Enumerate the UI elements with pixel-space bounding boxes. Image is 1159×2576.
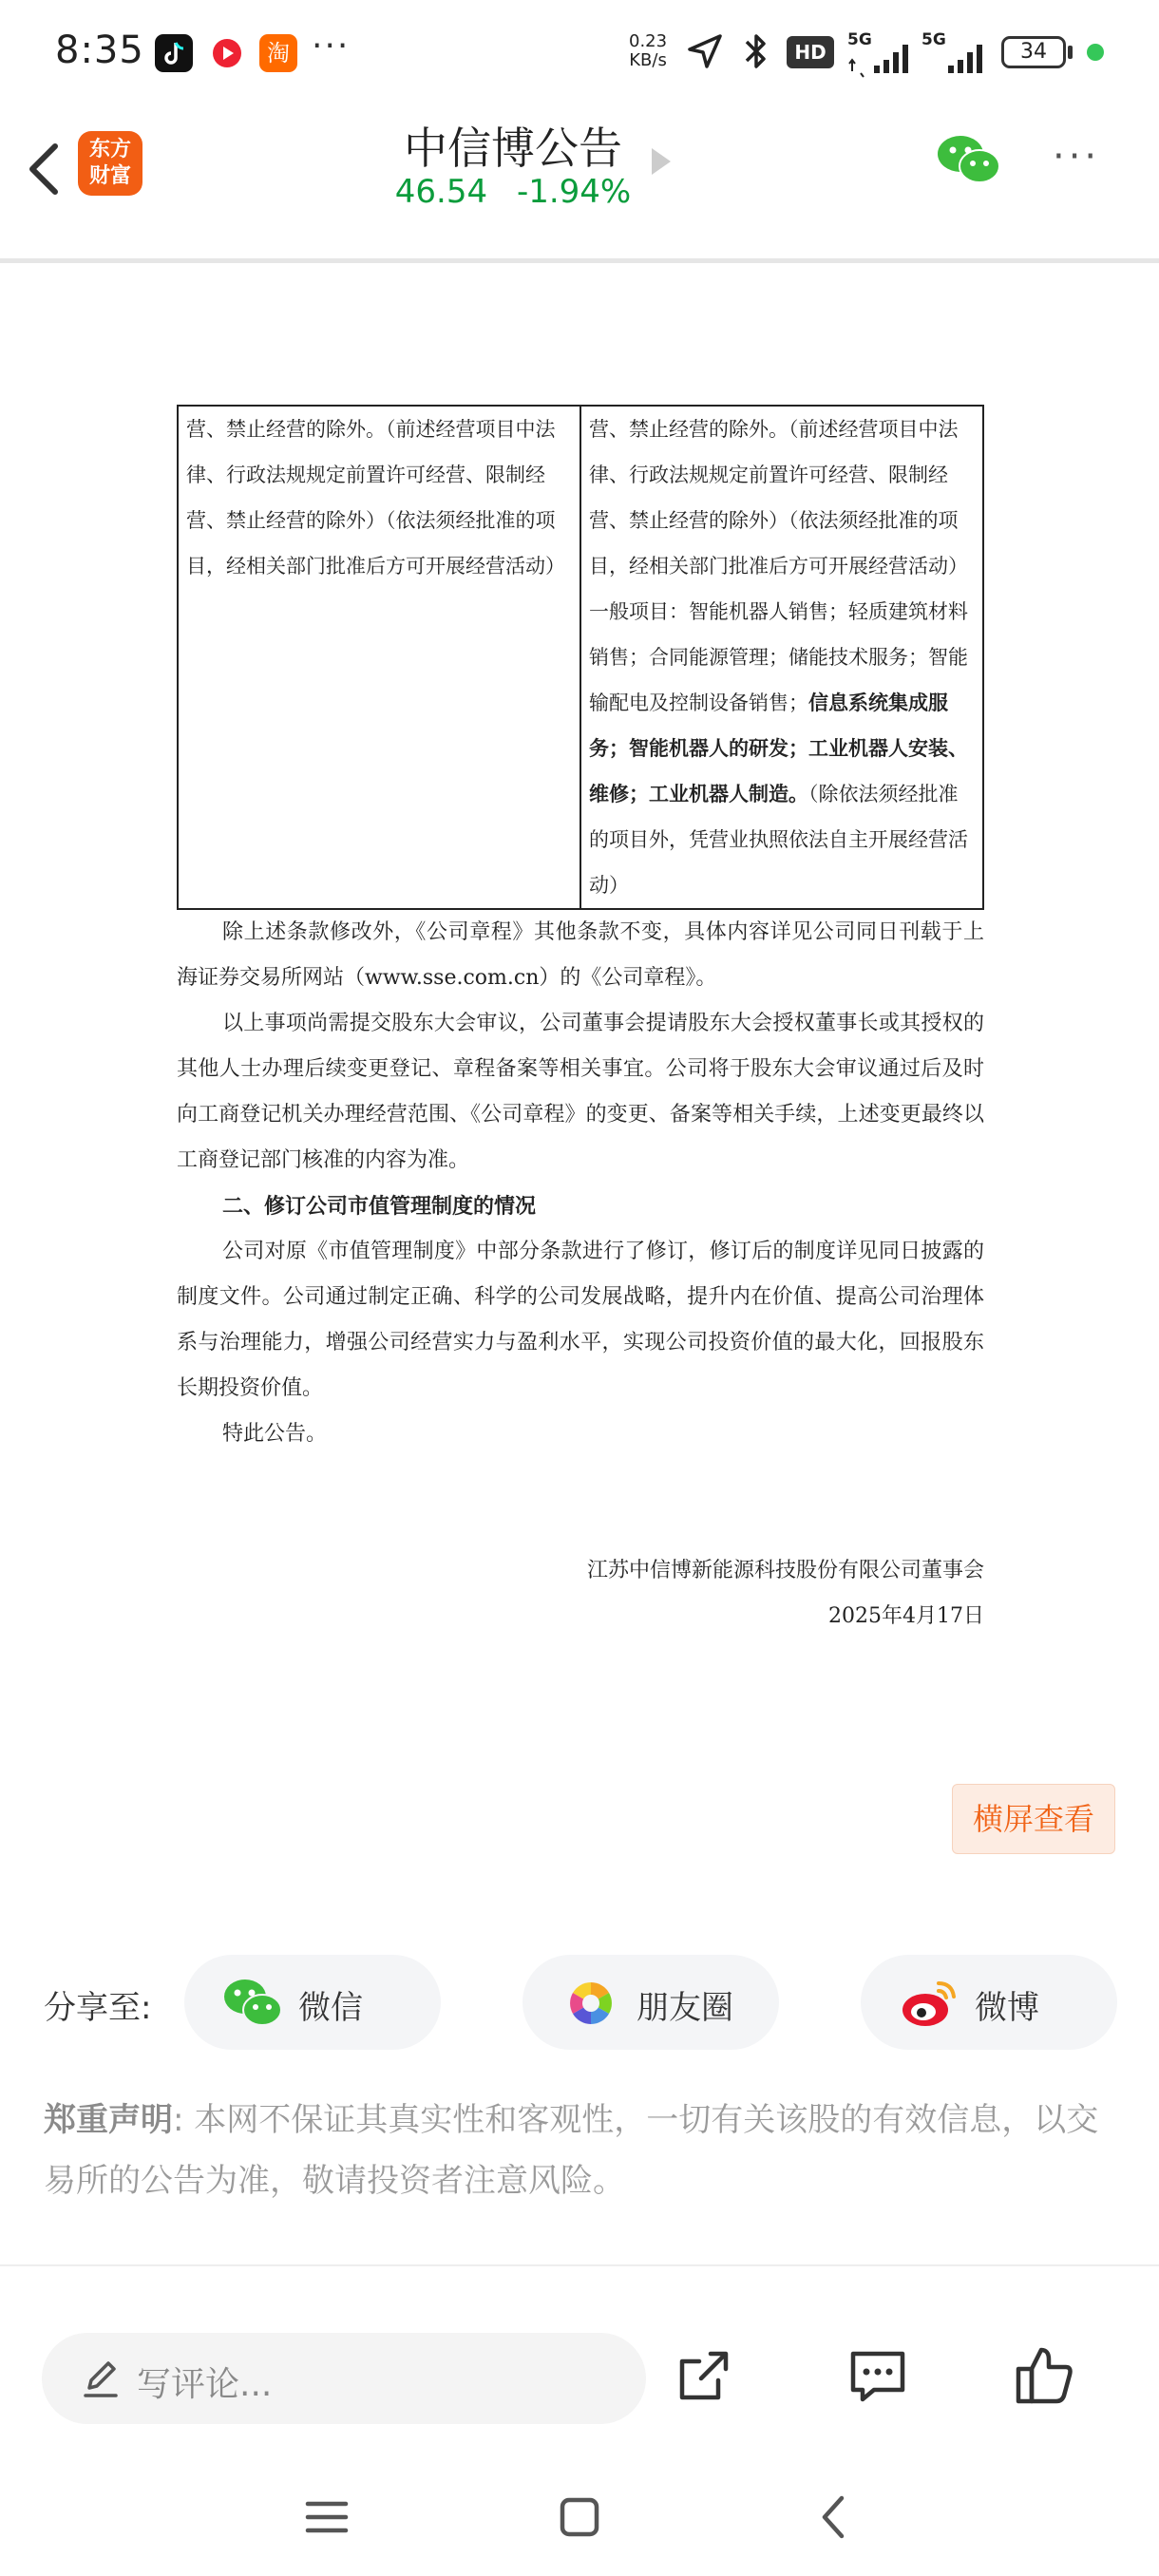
content-divider (0, 2264, 1159, 2266)
paragraph: 除上述条款修改外，《公司章程》其他条款不变，具体内容详见公司同日刊载于上海证券交易所网站（www.sse.com.cn）的《公司章程》。 (177, 920, 984, 990)
page-title: 中信博公告 (404, 123, 622, 174)
stock-price: 46.54 (394, 173, 488, 211)
status-bar (0, 0, 1159, 104)
bluetooth-icon (737, 30, 775, 72)
eastmoney-logo: 东方 财富 (78, 131, 142, 196)
network-speed: 0.23 KB/s (629, 31, 668, 70)
wechat-share-icon[interactable] (936, 133, 1002, 186)
pencil-icon (78, 2356, 124, 2401)
comment-input[interactable] (42, 2333, 646, 2424)
share-icon[interactable] (667, 2340, 739, 2413)
table-row (178, 406, 983, 909)
share-wechat-label: 微信 (298, 1989, 363, 2027)
stock-quote[interactable] (285, 173, 741, 211)
more-notifications-icon: ··· (312, 27, 351, 66)
back-nav-icon[interactable] (806, 2489, 863, 2546)
comment-placeholder: 写评论... (137, 2365, 273, 2404)
paragraph: 特此公告。 (222, 1422, 328, 1446)
location-icon (684, 30, 726, 72)
status-time: 8:35 (55, 28, 144, 72)
header (0, 104, 1159, 256)
home-icon[interactable] (551, 2489, 608, 2546)
signal-icon-2 (927, 36, 988, 78)
paragraph: 以上事项尚需提交股东大会审议，公司董事会提请股东大会授权董事长或其授权的其他人士办理后续变更登记、章程备案等相关事宜。公司将于股东大会审议通过后及时向工商登记机关办理经营范围、《公司章程》的变更、备案等相关手续，上述变更最终以工商登记部门核准的内容为准。 (177, 1012, 984, 1172)
weibo-icon (899, 1976, 960, 2031)
video-app-icon (208, 34, 246, 72)
stock-change: -1.94% (516, 173, 632, 211)
battery-tip (1068, 46, 1073, 59)
share-wechat-button[interactable] (184, 1955, 441, 2050)
signer: 江苏中信博新能源科技股份有限公司董事会 (586, 1559, 984, 1582)
like-icon[interactable] (1009, 2340, 1081, 2413)
header-divider (0, 258, 1159, 263)
announcement-date: 2025年4月17日 (828, 1604, 984, 1628)
taobao-icon: 淘 (259, 34, 297, 72)
comment-icon[interactable] (842, 2340, 914, 2413)
share-moments-button[interactable] (522, 1955, 779, 2050)
landscape-view-button[interactable]: 横屏查看 (952, 1784, 1115, 1854)
share-moments-label: 朋友圈 (636, 1989, 733, 2027)
amendment-comparison-table (177, 405, 984, 910)
network-type-2: 5G (922, 30, 946, 49)
play-arrow-icon[interactable] (652, 148, 671, 175)
back-button[interactable] (17, 131, 74, 207)
wechat-icon (222, 1976, 283, 2031)
network-type-1: 5G (847, 30, 872, 49)
disclaimer-text: : 本网不保证其真实性和客观性，一切有关该股的有效信息，以交易所的公告为准，敬请投资者注意风险。 (44, 2101, 1099, 2200)
disclaimer-lead: 郑重声明 (44, 2101, 173, 2139)
system-navigation-bar (0, 2470, 1159, 2576)
section-heading: 二、修订公司市值管理制度的情况 (222, 1194, 537, 1219)
tiktok-icon (155, 34, 193, 72)
paragraph: 公司对原《市值管理制度》中部分条款进行了修订，修订后的制度详见同日披露的制度文件。公司通过制定正确、科学的公司发展战略，提升内在价值、提高公司治理体系与治理能力，增强公司经营实力与盈利水平，实现公司投资价值的最大化，回报股东长期投资价值。 (177, 1240, 984, 1400)
table-cell-before: 营、禁止经营的除外。（前述经营项目中法律、行政法规规定前置许可经营、限制经营、禁止经营的除外）（依法须经批准的项目，经相关部门批准后方可开展经营活动） (178, 406, 580, 909)
share-label: 分享至: (44, 1989, 152, 2027)
moments-icon (560, 1976, 621, 2031)
more-options-icon[interactable]: ··· (1053, 135, 1101, 179)
table-cell-after: 营、禁止经营的除外。（前述经营项目中法律、行政法规规定前置许可经营、限制经营、禁止经营的除外）（依法须经批准的项目，经相关部门批准后方可开展经营活动） 一般项目：智能机器人销售；轻质建筑材料销售；合同能源管理；储能技术服务；智能输配电及控制设备销售；信息系统集成服务；智能机器人的研发；工业机器人安装、维修；工业机器人制造。（除依法须经批准的项目外，凭营业执照依法自主开展经营活动） (580, 406, 983, 909)
share-weibo-label: 微博 (975, 1989, 1039, 2027)
menu-icon[interactable] (298, 2489, 355, 2546)
privacy-indicator-dot (1087, 44, 1104, 61)
disclaimer (44, 2090, 1117, 2211)
hd-call-icon: HD (787, 36, 834, 68)
battery-level: 34 (1001, 36, 1066, 68)
chevron-left-icon (17, 131, 74, 207)
signal-icon-1 (846, 36, 914, 78)
announcement-document (177, 405, 984, 1639)
share-weibo-button[interactable] (861, 1955, 1117, 2050)
comment-bar (0, 2314, 1159, 2437)
